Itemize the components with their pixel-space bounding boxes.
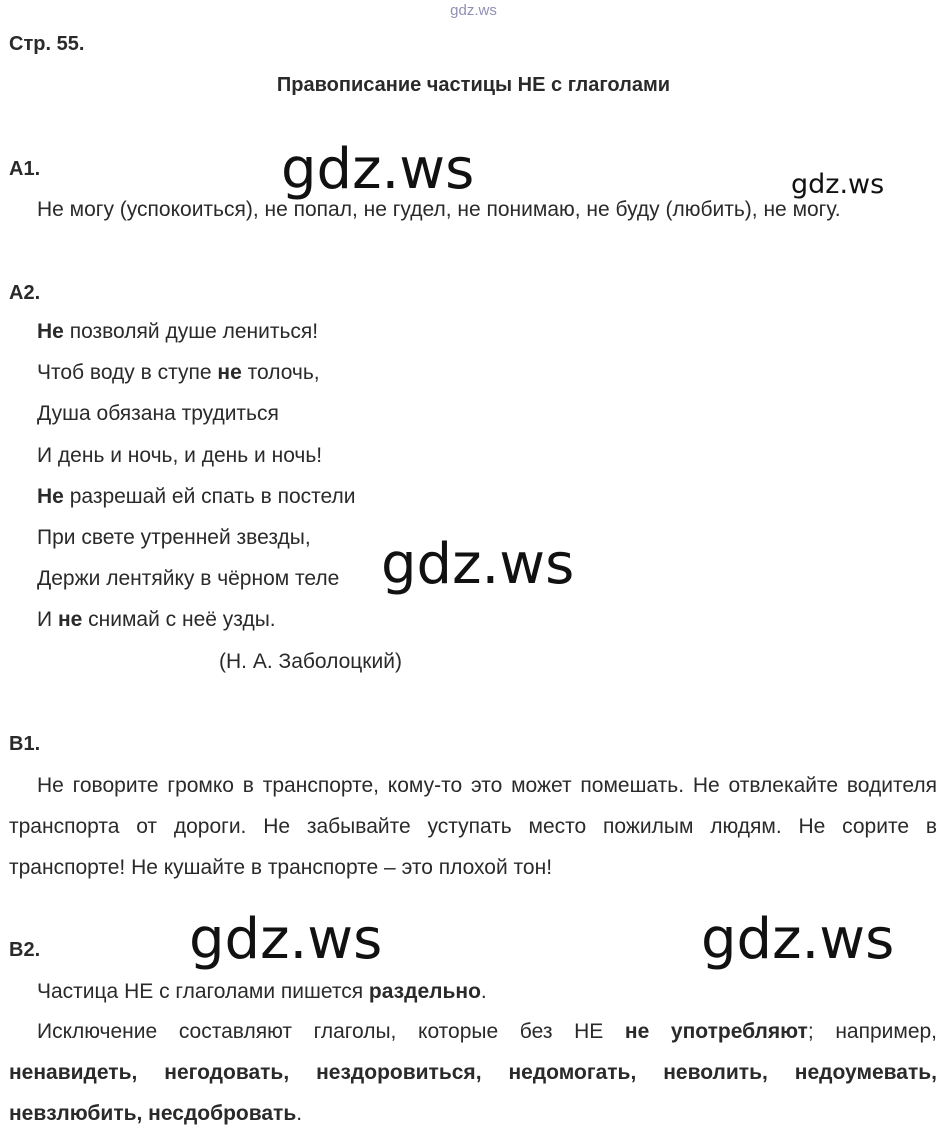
top-watermark: gdz.ws <box>450 2 497 19</box>
exception-verbs-list: ненавидеть, негодовать, нездоровиться, недомогать, неволить, недоумевать, невзлюбить, несдобровать <box>9 1061 937 1125</box>
watermark-logo: gdz.ws <box>381 532 575 597</box>
poem-line: Держи лентяйку в чёрном теле <box>37 567 340 590</box>
b2-exception-paragraph: Исключение составляют глаголы, которые без НЕ не употребляют; например, ненавидеть, негодовать, нездоровиться, недомогать, неволить, недоумевать, невзлюбить, несдобровать. <box>9 1020 938 1125</box>
poem-line: И день и ночь, и день и ночь! <box>37 444 323 467</box>
bold-particle: Не <box>37 320 64 343</box>
poem-line: И не снимай с неё узды. <box>37 608 276 631</box>
page-number: Стр. 55. <box>9 33 85 55</box>
poem-line: Не позволяй душе лениться! <box>37 320 319 343</box>
bold-particle: Не <box>37 485 64 508</box>
watermark-logo: gdz.ws <box>791 169 885 200</box>
b1-answer-paragraph: Не говорите громко в транспорте, кому-то это может помешать. Не отвлекайте водителя транспорта от дороги. Не забывайте уступать место пожилым людям. Не сорите в транспорте! Не кушайте в транспорте – это плохой тон! <box>9 774 937 879</box>
watermark-logo: gdz.ws <box>189 907 383 972</box>
a1-answer-text: Не могу (успокоиться), не попал, не гудел, не понимаю, не буду (любить), не могу. <box>37 198 841 221</box>
b2-rule-text: Частица НЕ с глаголами пишется раздельно. <box>37 980 487 1003</box>
section-label-a2: А2. <box>9 282 41 304</box>
poem-line: При свете утренней звезды, <box>37 526 311 549</box>
poem-line: Чтоб воду в ступе не толочь, <box>37 361 320 384</box>
bold-particle: не <box>217 361 242 384</box>
bold-particle: не <box>57 608 83 631</box>
watermark-logo: gdz.ws <box>281 137 475 202</box>
poem-line: Душа обязана трудиться <box>37 402 279 425</box>
section-label-a1: А1. <box>9 158 41 180</box>
watermark-logo: gdz.ws <box>701 907 895 972</box>
section-label-b1: В1. <box>9 733 41 755</box>
bold-keyword: не употребляют <box>624 1020 808 1043</box>
section-label-b2: В2. <box>9 939 41 961</box>
page-title: Правописание частицы НЕ с глаголами <box>276 74 671 96</box>
poem-author: (Н. А. Заболоцкий) <box>219 650 402 673</box>
poem-line: Не разрешай ей спать в постели <box>37 485 356 508</box>
bold-keyword: раздельно <box>368 980 481 1003</box>
